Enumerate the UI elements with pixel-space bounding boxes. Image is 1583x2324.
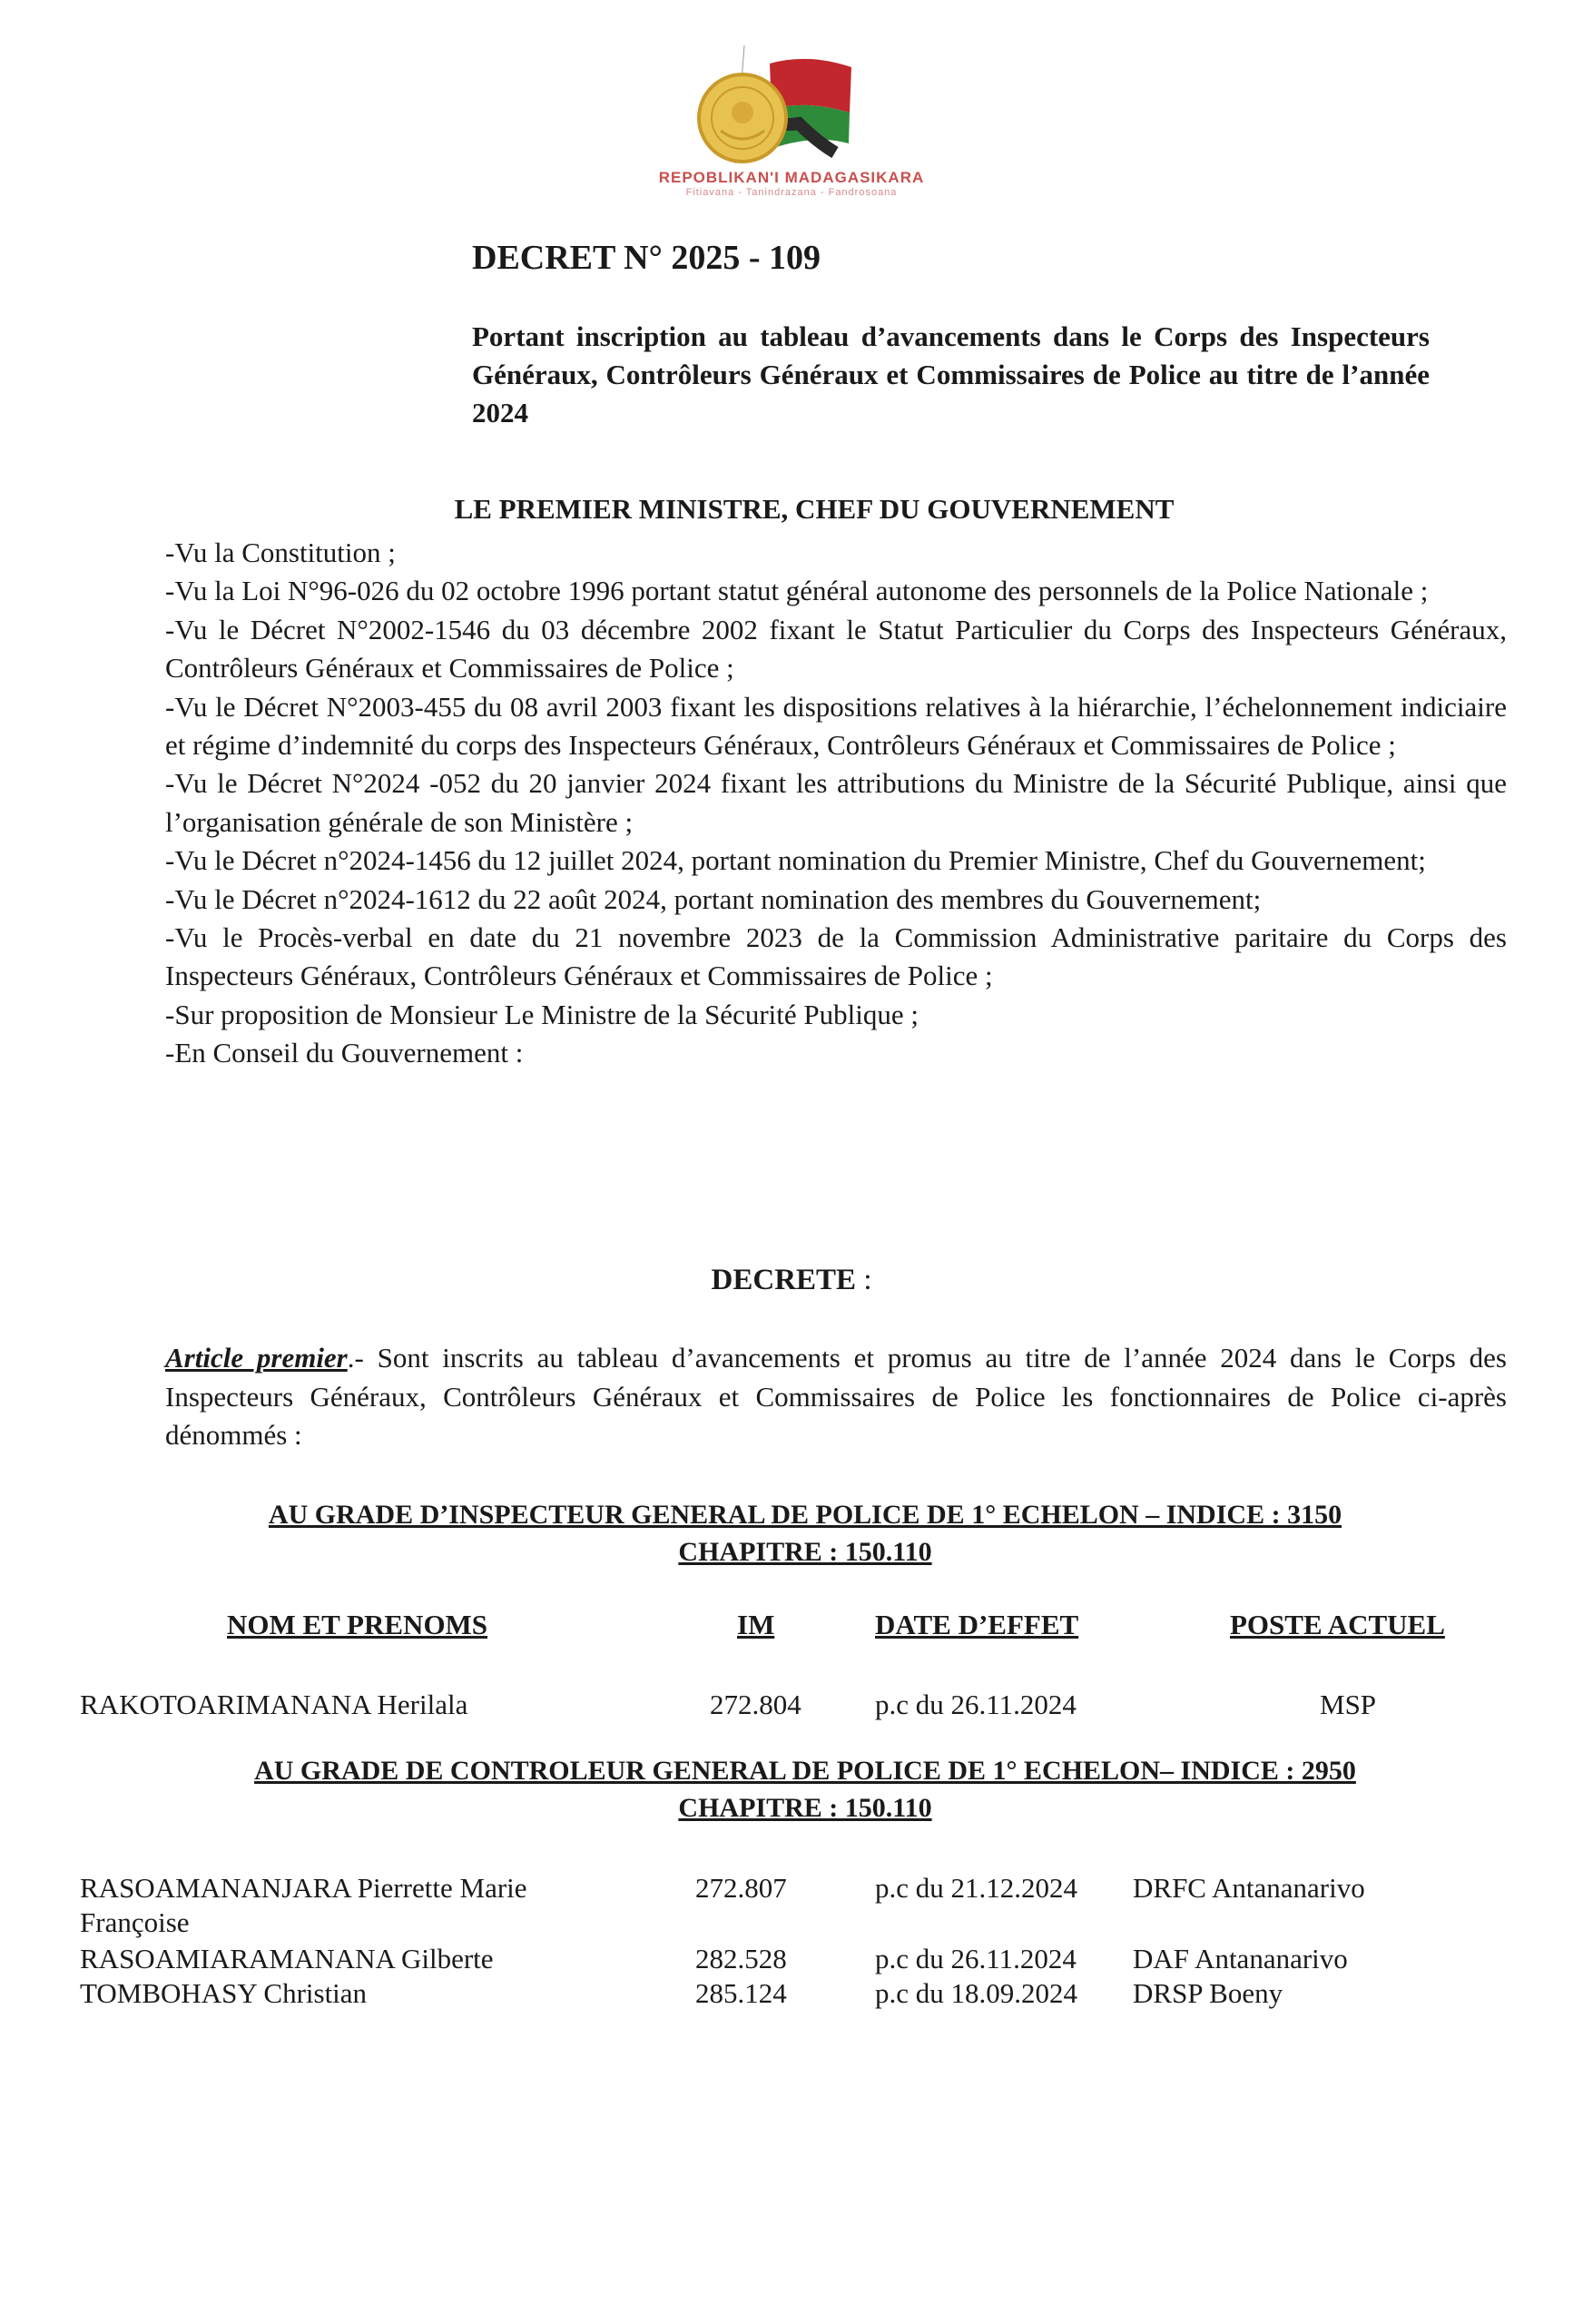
article-text: .- Sont inscrits au tableau d’avancements et promus au titre de l’année 2024 dans le Corps des Inspecteurs Généraux, Contrôleurs Généraux et Commissaires de Police les fonctionnaires de Police ci-après dénommés : — [165, 1342, 1507, 1451]
table-row-name: TOMBOHASY Christian — [80, 1977, 368, 2009]
grade2-chapter: CHAPITRE : 150.110 — [678, 1793, 932, 1823]
col-header-post: POSTE ACTUEL — [1230, 1609, 1445, 1640]
grade2-title: AU GRADE DE CONTROLEUR GENERAL DE POLICE DE 1° ECHELON– INDICE : 2950 — [254, 1756, 1356, 1786]
table-row-date: p.c du 18.09.2024 — [875, 1977, 1078, 2009]
table-row-date: p.c du 26.11.2024 — [875, 1943, 1077, 1974]
table-row-post: DAF Antananarivo — [1133, 1943, 1348, 1974]
col-header-im: IM — [737, 1609, 775, 1640]
visa-item: -Vu le Procès-verbal en date du 21 novembre 2023 de la Commission Administrative paritaire du Corps des Inspecteurs Généraux, Contrôleurs Généraux et Commissaires de Police ; — [165, 921, 1507, 992]
visa-item: -Vu le Décret N°2003-455 du 08 avril 2003 fixant les dispositions relatives à la hiérarchie, l’échelonnement indiciaire et régime d’indemnité du corps des Inspecteurs Généraux, Contrôleurs Généraux et Commissaires de Police ; — [165, 690, 1507, 762]
table-row-name: RASOAMIARAMANANA Gilberte — [80, 1943, 494, 1974]
table-row-im: 272.807 — [695, 1872, 787, 1904]
col-header-date: DATE D’EFFET — [875, 1609, 1079, 1640]
visa-item: -Vu le Décret N°2024 -052 du 20 janvier 2024 fixant les attributions du Ministre de la Sécurité Publique, ainsi que l’organisation générale de son Ministère ; — [165, 767, 1507, 838]
visa-item: -Vu le Décret N°2002-1546 du 03 décembre 2002 fixant le Statut Particulier du Corps des Inspecteurs Généraux, Contrôleurs Généraux et Commissaires de Police ; — [165, 613, 1507, 684]
decrete-word: DECRETE — [711, 1264, 857, 1296]
visa-item: -Vu le Décret n°2024-1612 du 22 août 2024, portant nomination des membres du Gouvernement; — [165, 882, 1262, 915]
decrete-colon: : — [856, 1264, 872, 1296]
visa-item: -Vu la Loi N°96-026 du 02 octobre 1996 portant statut général autonome des personnels de la Police Nationale ; — [165, 575, 1429, 607]
table-row-post: DRFC Antananarivo — [1133, 1872, 1365, 1904]
table-row-post: MSP — [1320, 1689, 1377, 1720]
authority-heading: LE PREMIER MINISTRE, CHEF DU GOUVERNEMENT — [454, 493, 1175, 525]
grade1-chapter: CHAPITRE : 150.110 — [678, 1537, 932, 1567]
republic-name: REPOBLIKAN'I MADAGASIKARA — [658, 169, 925, 186]
article-label: Article premier — [165, 1342, 348, 1374]
republic-motto: Fitiavana - Tanindrazana - Fandrosoana — [685, 187, 898, 198]
table-row-im: 282.528 — [695, 1943, 787, 1974]
visa-item: -Vu la Constitution ; — [165, 537, 396, 568]
table-row-name-cont: Françoise — [80, 1906, 190, 1938]
grade1-title: AU GRADE D’INSPECTEUR GENERAL DE POLICE DE 1° ECHELON – INDICE : 3150 — [268, 1500, 1342, 1530]
table-row-date: p.c du 26.11.2024 — [875, 1689, 1077, 1720]
visa-item: -Vu le Décret n°2024-1456 du 12 juillet 2024, portant nomination du Premier Ministre, Chef du Gouvernement; — [165, 844, 1426, 877]
decree-title: DECRET N° 2025 - 109 — [472, 239, 821, 277]
emblem-icon — [626, 36, 971, 172]
table-row-im: 285.124 — [695, 1977, 787, 2009]
table-row-post: DRSP Boeny — [1133, 1977, 1283, 2009]
visa-item: -En Conseil du Gouvernement : — [165, 1037, 524, 1069]
table-row-date: p.c du 21.12.2024 — [875, 1872, 1078, 1904]
decree-subject: Portant inscription au tableau d’avancements dans le Corps des Inspecteurs Généraux, Contrôleurs Généraux et Commissaires de Police au titre de l’année 2024 — [472, 320, 1430, 428]
decrete-heading — [0, 1264, 1583, 1297]
table-row-name: RASOAMANANJARA Pierrette Marie — [80, 1872, 527, 1904]
visas-list — [165, 534, 1507, 1073]
grade2-heading — [0, 1752, 1583, 1827]
article-premier — [165, 1339, 1507, 1455]
table-row-name: RAKOTOARIMANANA Herilala — [80, 1689, 468, 1720]
grade1-heading — [0, 1496, 1583, 1571]
visa-item: -Sur proposition de Monsieur Le Ministre de la Sécurité Publique ; — [165, 998, 919, 1030]
col-header-name: NOM ET PRENOMS — [227, 1609, 488, 1640]
table-row-im: 272.804 — [710, 1689, 801, 1720]
